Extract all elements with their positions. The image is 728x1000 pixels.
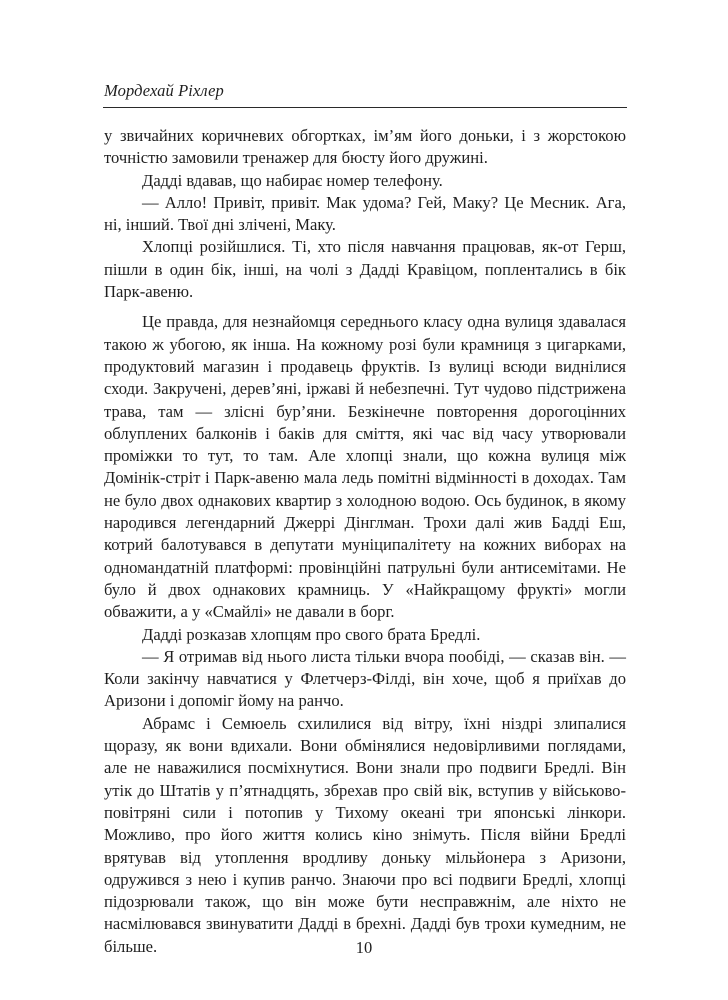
paragraph-5: Це правда, для незнайомця середнього класу одна вулиця здавалася такою ж убогою, як інша. На кожному розі були крамниця з цигарками, продуктовий магазин і продавець фруктів. Із вулиці всюди виднілися сходи. Закручені, дерев’яні, іржаві й небезпечні. Тут чудово підстрижена трава, там — злісні бур’яни. Безкінечне повторення дорогоцінних облуплених балконів і баків для сміття, які час від часу утворювали проміжки то тут, то там. Але хлопці знали, що кожна вулиця між Домінік-стріт і Парк-авеню мала ледь помітні відмінності в доходах. Там не було двох однакових квартир з холодною водою. Ось будинок, в якому народився легендарний Джеррі Дінглман. Трохи далі жив Бадді Еш, котрий балотувався в депутати муніципалітету на кожних виборах на одномандатній платформі: провінційні патрульні були антисемітами. Не було й двох однакових крамниць. У «Найкращому фрукті» могли обважити, а у «Смайлі» не давали в борг. — [104, 312, 626, 622]
paragraph-7: — Я отримав від нього листа тільки вчора пообіді, — сказав він. — Коли закінчу навчатися у Флетчерз-Філді, він хоче, щоб я приїхав до Аризони і допоміг йому на ранчо. — [104, 646, 626, 711]
running-head-author: Мордехай Ріхлер — [104, 81, 224, 100]
paragraph-2: Дадді вдавав, що набирає номер телефону. — [142, 170, 443, 190]
paragraph-6: Дадді розказав хлопцям про свого брата Бредлі. — [142, 624, 481, 644]
paragraph-8: Абрамс і Семюель схилилися від вітру, їхні ніздрі злипалися щоразу, як вони вдихали. Вони обмінялися недовірливими поглядами, але не наважилися посміхнутися. Вони знали про подвиги Бредлі. Він утік до Штатів у п’ятнадцять, збрехав про свій вік, вступив у військово-повітряні сили і потопив у Тихому океані три японські лінкори. Можливо, про його життя колись кіно знімуть. Після війни Бредлі врятував від утоплення вродливу доньку мільйонера з Аризони, одружився з нею і купив ранчо. Знаючи про всі подвиги Бредлі, хлопці підозрювали також, що він може бути несправжнім, але ніхто не насмілювався звинуватити Дадді в брехні. Дадді був трохи кумедним, не більше. — [104, 713, 626, 956]
paragraph-3: — Алло! Привіт, привіт. Мак удома? Гей, Маку? Це Месник. Ага, ні, інший. Твої дні злічені, Маку. — [104, 192, 626, 235]
paragraph-4: Хлопці розійшлися. Ті, хто після навчання працював, як-от Герш, пішли в один бік, інші, на чолі з Дадді Кравіцом, поплентались в бік Парк-авеню. — [104, 237, 626, 302]
page-number: 10 — [355, 938, 373, 957]
paragraph-1: у звичайних коричневих обгортках, ім’ям його доньки, і з жорстокою точністю замовили тренажер для бюсту його дружині. — [104, 126, 626, 168]
header-rule — [103, 107, 627, 108]
body-text — [104, 125, 626, 958]
